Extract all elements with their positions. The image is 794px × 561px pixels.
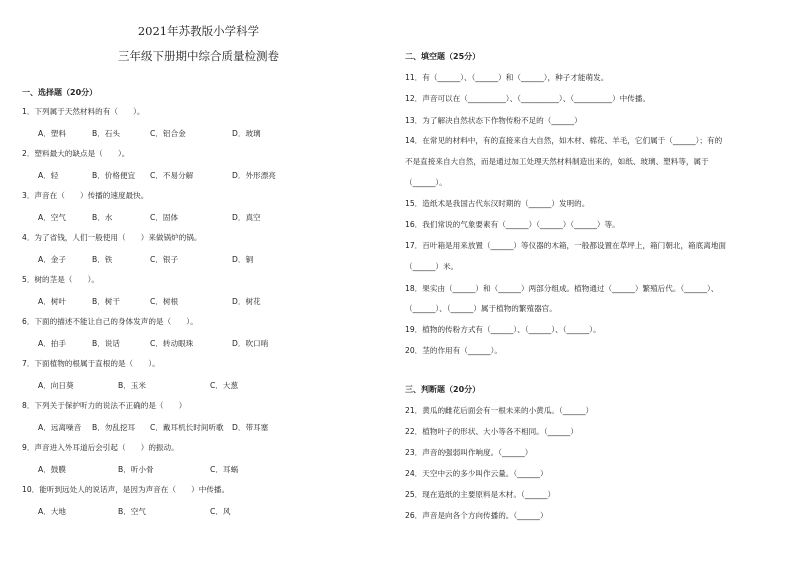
- option-b: B．勿乱挖耳: [92, 423, 136, 432]
- question-text: 2．塑料最大的缺点是（ ）。: [22, 149, 130, 158]
- fill-blank-line: 20．茎的作用有（______）。: [405, 346, 502, 355]
- question-text: 9．声音进入外耳道后会引起（ ）的振动。: [22, 443, 179, 452]
- fill-blank-line: 15．造纸术是我国古代东汉时期的（______）发明的。: [405, 199, 590, 208]
- option-b: B．说话: [92, 339, 120, 348]
- question-text: 3．声音在（ ）传播的速度最快。: [22, 191, 149, 200]
- fill-blank-line: 13．为了解决自然状态下作物传粉不足的（______）: [405, 116, 582, 125]
- option-c: C．戴耳机长时间听歌: [150, 423, 224, 432]
- option-a: A．轻: [38, 171, 59, 180]
- fill-blank-line: 19．植物的传粉方式有（______）、（______）、（______）。: [405, 325, 601, 334]
- fill-blank-line: 14．在常见的材料中，有的直接来自大自然，如木材、棉花、羊毛，它们属于（______）；有的: [405, 136, 723, 145]
- question-text: 10．能听到远处人的说话声，是因为声音在（ ）中传播。: [22, 485, 230, 494]
- fill-blank-line: 18．果实由（______）和（______）两部分组成。植物通过（______）繁殖后代。（______）、: [405, 284, 719, 293]
- option-c: C．耳蜗: [210, 465, 239, 474]
- option-c: C．固体: [150, 213, 179, 222]
- option-b: B．空气: [118, 507, 146, 516]
- option-b: B．听小骨: [118, 465, 154, 474]
- section1-heading: 一、选择题（20分）: [22, 88, 98, 97]
- option-a: A．拍手: [38, 339, 66, 348]
- option-a: A．远离噪音: [38, 423, 82, 432]
- option-b: B．石头: [92, 129, 120, 138]
- option-b: B．树干: [92, 297, 120, 306]
- option-c: C．铝合金: [150, 129, 186, 138]
- true-false-line: 24．天空中云的多少叫作云量。（______）: [405, 469, 548, 478]
- option-d: D．玻璃: [232, 129, 261, 138]
- exam-title: 2021年苏教版小学科学: [137, 24, 260, 38]
- option-d: D．树花: [232, 297, 261, 306]
- question-text: 4．为了省钱，人们一般使用（ ）来做锅炉的锅。: [22, 233, 202, 242]
- option-a: A．金子: [38, 255, 66, 264]
- exam-subtitle: 三年级下册期中综合质量检测卷: [118, 49, 279, 63]
- option-a: A．大地: [38, 507, 66, 516]
- option-b: B．玉米: [118, 381, 146, 390]
- question-text: 8．下列关于保护听力的说法不正确的是（ ）: [22, 401, 187, 410]
- option-a: A．塑料: [38, 129, 66, 138]
- question-text: 5．树的茎是（ ）。: [22, 275, 99, 284]
- option-c: C．风: [210, 507, 231, 516]
- option-a: A．树叶: [38, 297, 66, 306]
- true-false-line: 21．黄瓜的雌花后面会有一根未来的小黄瓜。（______）: [405, 406, 594, 415]
- option-a: A．向日葵: [38, 381, 74, 390]
- option-c: C．树根: [150, 297, 179, 306]
- fill-blank-line: 17．百叶箱是用来放置（______）等仪器的木箱，一般都设置在草坪上，箱门朝北，箱底离地面: [405, 241, 727, 250]
- option-d: D．铜: [232, 255, 254, 264]
- option-d: D．带耳塞: [232, 423, 269, 432]
- fill-blank-line: 16．我们常说的气象要素有（______）（______）（______）等。: [405, 220, 620, 229]
- true-false-line: 23．声音的强弱叫作响度。（______）: [405, 448, 533, 457]
- fill-blank-line: 11．有（______）、（______）和（______），种子才能萌发。: [405, 73, 609, 82]
- section2-heading: 二、填空题（25分）: [405, 52, 481, 61]
- option-b: B．铁: [92, 255, 113, 264]
- fill-blank-line: （______）米。: [405, 262, 459, 271]
- option-c: C．银子: [150, 255, 179, 264]
- true-false-line: 26．声音是向各个方向传播的。（______）: [405, 511, 548, 520]
- option-d: D．真空: [232, 213, 261, 222]
- fill-blank-line: 12．声音可以在（__________）、（__________）、（__________）中传播。: [405, 94, 651, 103]
- option-c: C．不易分解: [150, 171, 194, 180]
- true-false-line: 22．植物叶子的形状、大小等各不相同。（______）: [405, 427, 578, 436]
- fill-blank-line: （______）。: [405, 178, 447, 187]
- option-a: A．鼓膜: [38, 465, 66, 474]
- true-false-line: 25．现在造纸的主要原料是木材。（______）: [405, 490, 556, 499]
- fill-blank-line: （______）、（______）属于植物的繁殖器官。: [405, 304, 557, 313]
- section3-heading: 三、判断题（20分）: [405, 385, 481, 394]
- option-d: D．外形漂亮: [232, 171, 276, 180]
- option-b: B．水: [92, 213, 113, 222]
- fill-blank-line: 不是直接来自大自然，而是通过加工处理天然材料制造出来的，如纸、玻璃、塑料等，属于: [405, 157, 709, 166]
- option-a: A．空气: [38, 213, 66, 222]
- option-c: C．大葱: [210, 381, 239, 390]
- option-c: C．转动眼珠: [150, 339, 194, 348]
- option-b: B．价格便宜: [92, 171, 136, 180]
- question-text: 1．下列属于天然材料的有（ ）。: [22, 107, 145, 116]
- question-text: 6．下面的描述不能让自己的身体发声的是（ ）。: [22, 317, 198, 326]
- option-d: D．吹口哨: [232, 339, 269, 348]
- question-text: 7．下面植物的根属于直根的是（ ）。: [22, 359, 160, 368]
